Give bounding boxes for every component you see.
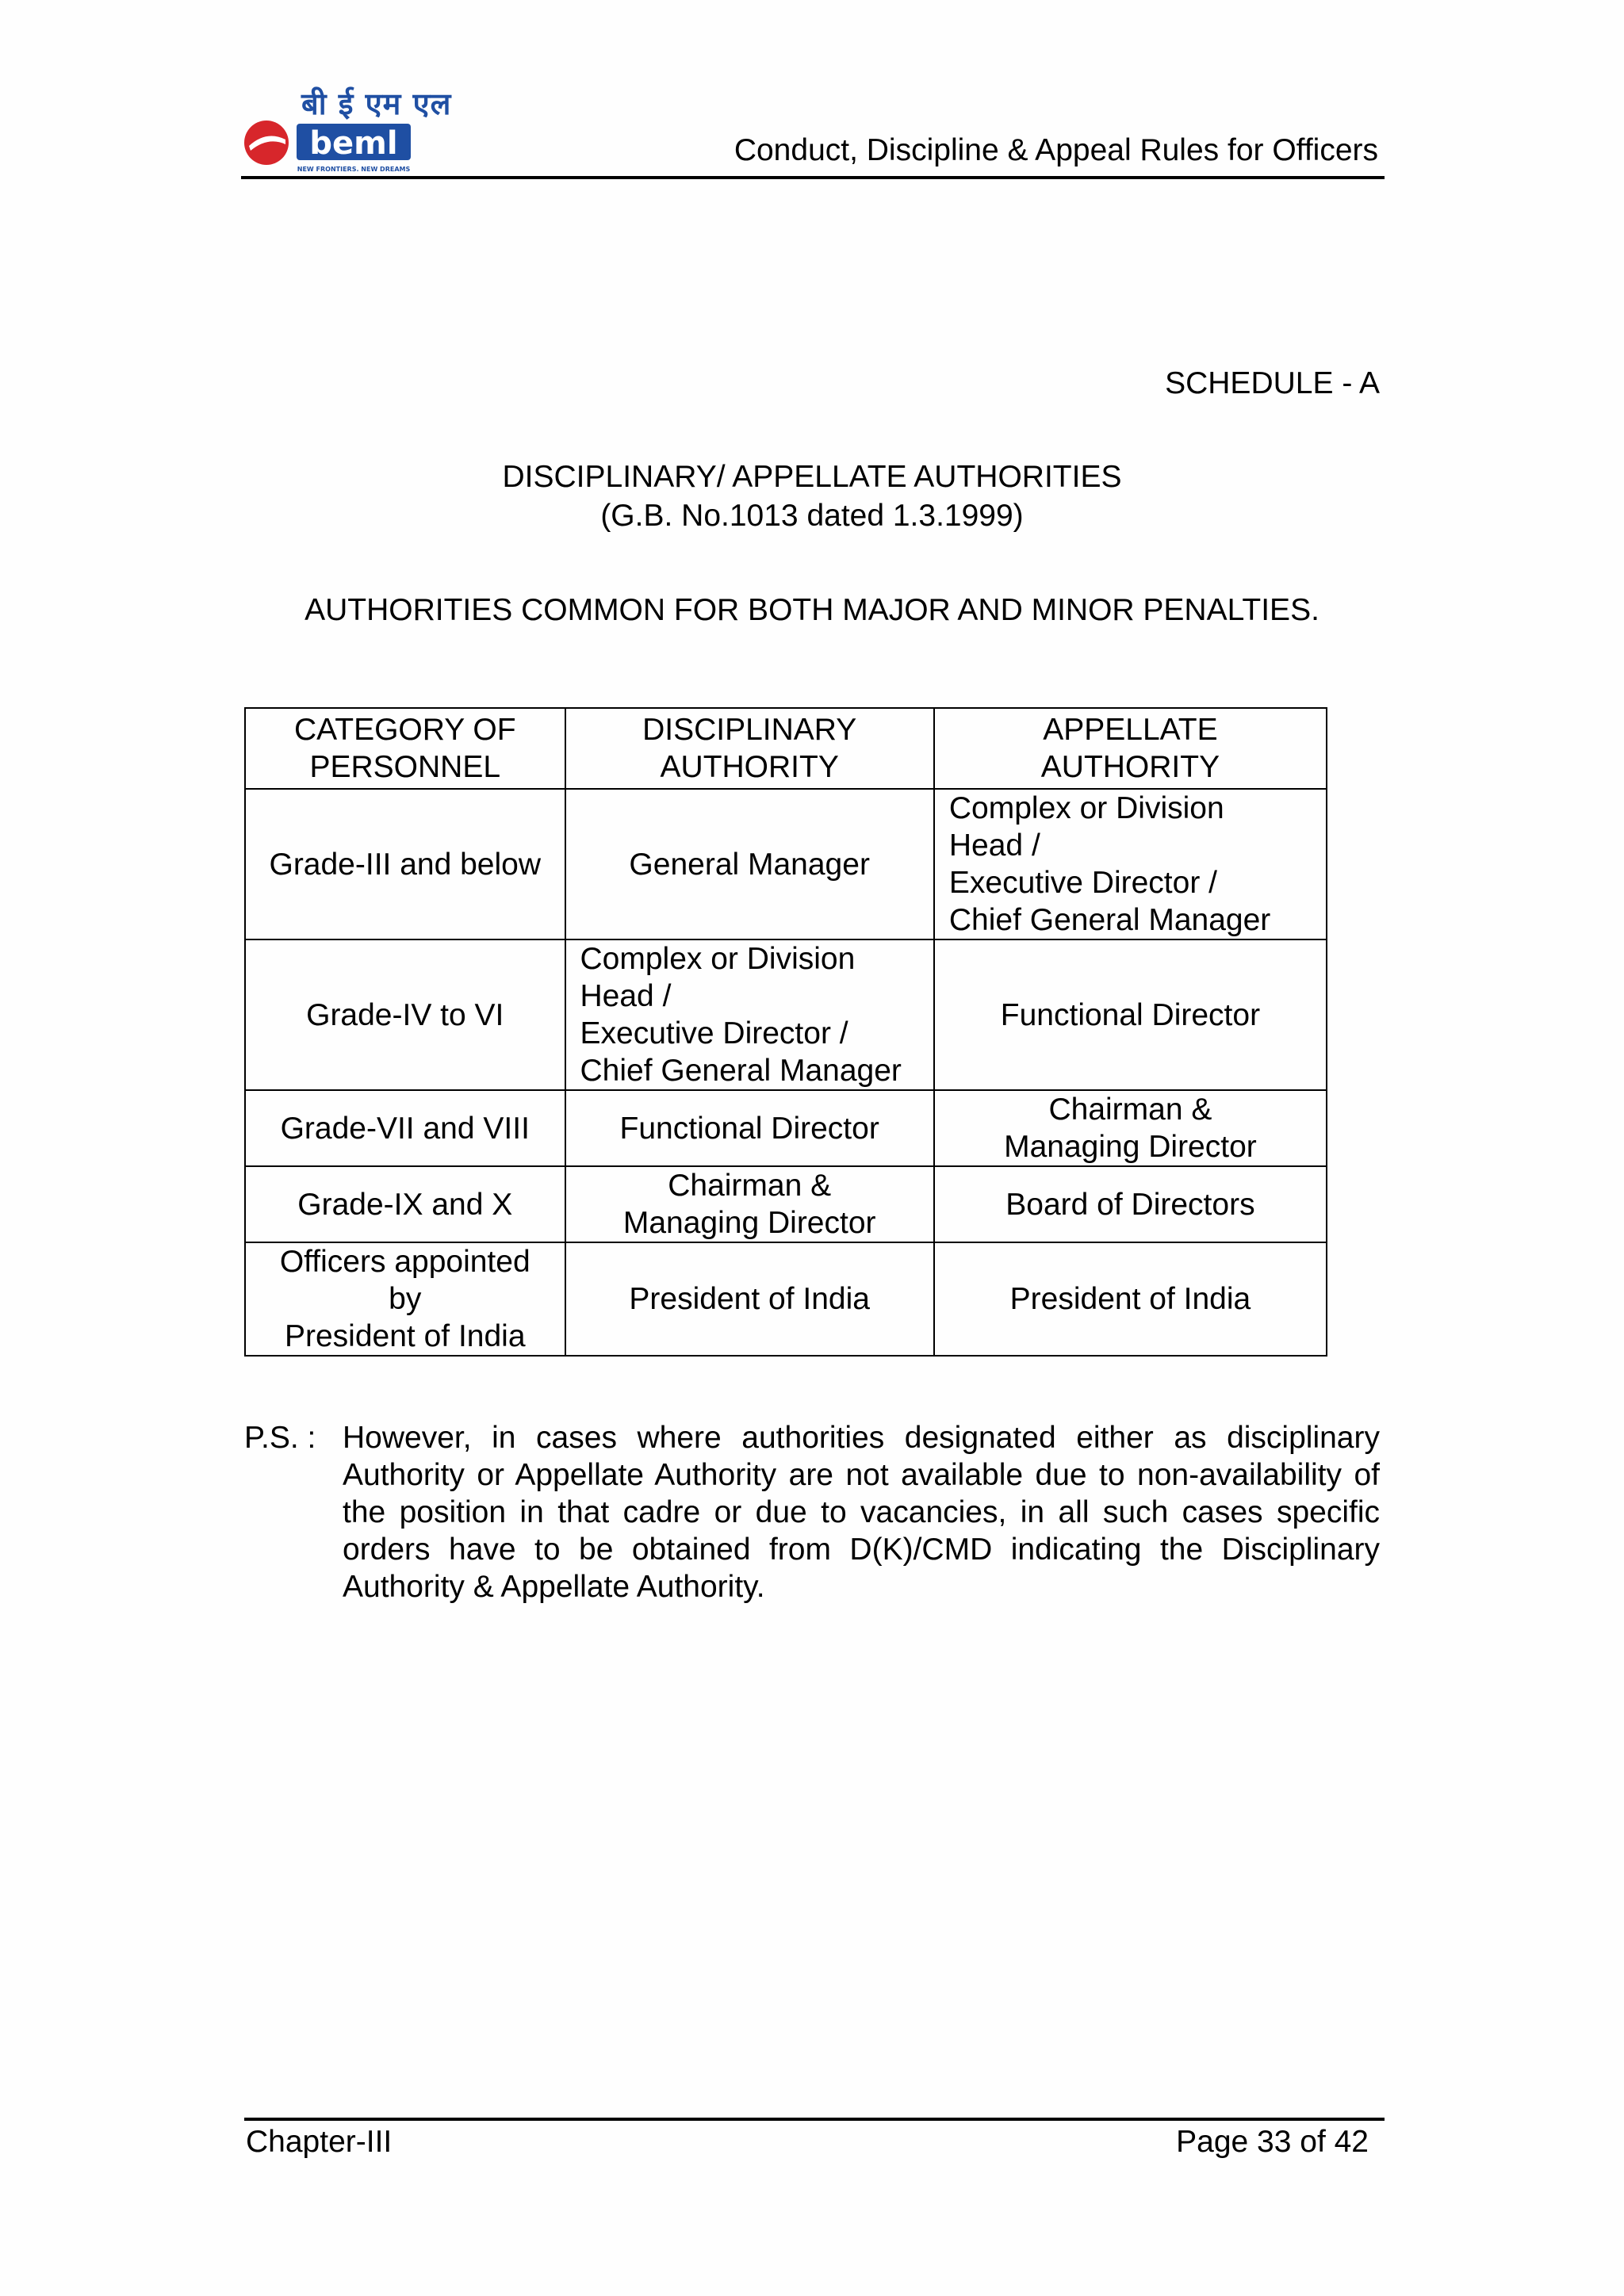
table-row (245, 1166, 1327, 1242)
schedule-label: SCHEDULE - A (1165, 366, 1380, 400)
document-title: Conduct, Discipline & Appeal Rules for Officers (733, 133, 1378, 167)
category-cell: Officers appointed by President of India (245, 1242, 565, 1356)
column-header-appellate: APPELLATE AUTHORITY (934, 708, 1327, 789)
footer-page-number: Page 33 of 42 (1176, 2125, 1369, 2159)
beml-logo-mark (241, 119, 416, 174)
logo-tagline: NEW FRONTIERS. NEW DREAMS (297, 166, 411, 173)
category-cell: Grade-VII and VIII (245, 1090, 565, 1166)
disciplinary-cell: General Manager (565, 789, 934, 939)
appellate-cell: Complex or Division Head / Executive Director / Chief General Manager (934, 789, 1327, 939)
category-cell: Grade-IX and X (245, 1166, 565, 1242)
appellate-cell: Board of Directors (934, 1166, 1327, 1242)
beml-logo (241, 79, 452, 174)
table-row (245, 1242, 1327, 1356)
note-text: However, in cases where authorities designated either as disciplinary Authority or Appellate Authority are not available due to non-availability of the position in that cadre or due to vacancies, in all such cases specific orders have to be obtained from D(K)/CMD indicating the Disciplinary Authority & Appellate Authority. (343, 1421, 1380, 1604)
appellate-cell: Chairman & Managing Director (934, 1090, 1327, 1166)
disciplinary-cell: Chairman & Managing Director (565, 1166, 934, 1242)
category-cell: Grade-III and below (245, 789, 565, 939)
table-row (245, 1090, 1327, 1166)
heading-subtitle: AUTHORITIES COMMON FOR BOTH MAJOR AND MINOR PENALTIES. (304, 593, 1320, 627)
authorities-table (244, 707, 1327, 1357)
footer-chapter: Chapter-III (246, 2125, 393, 2159)
appellate-cell: President of India (934, 1242, 1327, 1356)
logo-hindi-text: बी ई एम एल (301, 86, 452, 121)
table-row (245, 789, 1327, 939)
category-cell: Grade-IV to VI (245, 939, 565, 1090)
column-header-disciplinary: DISCIPLINARY AUTHORITY (565, 708, 934, 789)
disciplinary-cell: President of India (565, 1242, 934, 1356)
heading-title: DISCIPLINARY/ APPELLATE AUTHORITIES (502, 460, 1122, 494)
note-label: P.S. : (244, 1421, 316, 1455)
page-header (241, 79, 1385, 179)
header-divider (241, 176, 1385, 179)
table-header-row (245, 708, 1327, 789)
heading-reference: (G.B. No.1013 dated 1.3.1999) (600, 499, 1024, 533)
logo-wordmark: beml (309, 125, 398, 162)
disciplinary-cell: Complex or Division Head / Executive Director / Chief General Manager (565, 939, 934, 1090)
footer-divider (244, 2118, 1385, 2121)
table-row (245, 939, 1327, 1090)
disciplinary-cell: Functional Director (565, 1090, 934, 1166)
column-header-category: CATEGORY OF PERSONNEL (245, 708, 565, 789)
appellate-cell: Functional Director (934, 939, 1327, 1090)
